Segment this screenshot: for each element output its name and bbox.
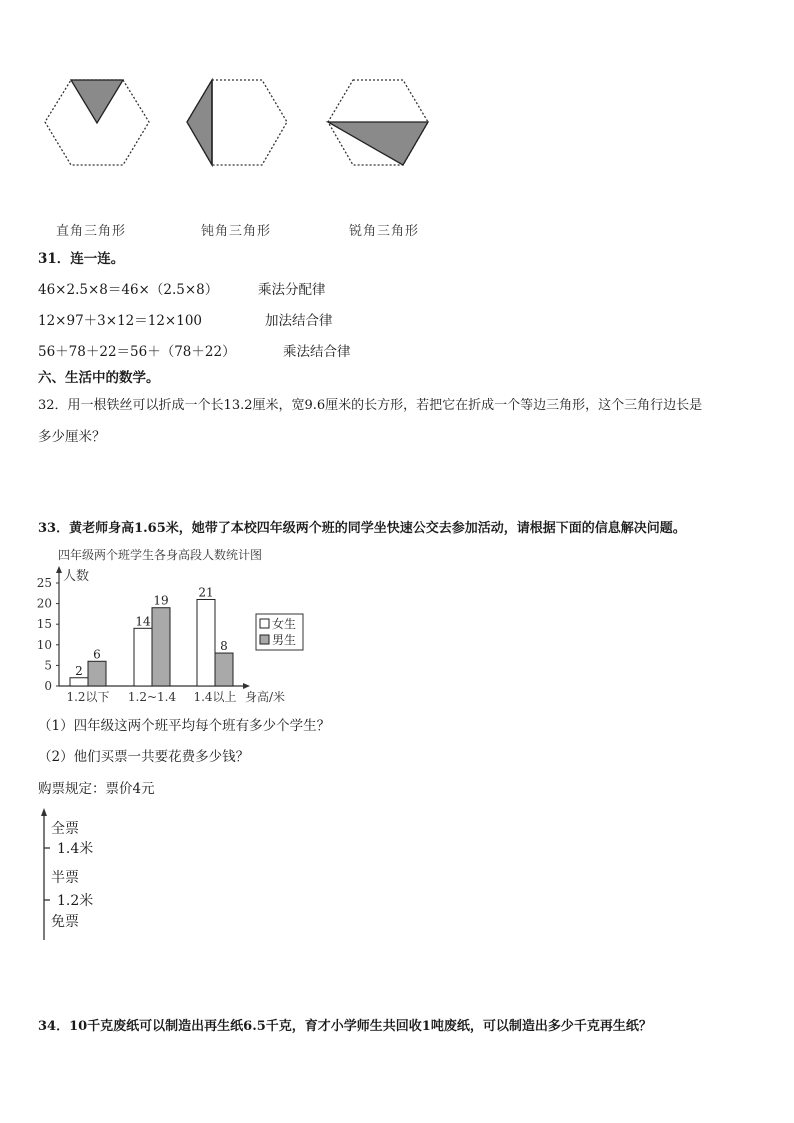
hexagon-obtuse-triangle	[187, 80, 287, 165]
scale-mark-1-2: 1.2米	[57, 893, 94, 909]
bar	[70, 678, 88, 686]
bar	[88, 661, 106, 686]
hexagon-right-triangle	[45, 80, 149, 165]
y-tick-label: 25	[36, 576, 52, 590]
x-category-label: 1.2~1.4	[127, 690, 177, 704]
bar	[197, 599, 215, 686]
x-axis-arrow	[243, 683, 250, 689]
ticket-scale-axis	[38, 808, 50, 944]
label-acute-triangle: 锐角三角形	[349, 224, 420, 239]
q31-expr-2: 12×97＋3×12＝12×100	[38, 313, 203, 329]
y-tick-label: 0	[44, 679, 52, 693]
height-bar-chart	[30, 562, 330, 710]
q31-expr-1: 46×2.5×8＝46×（2.5×8）	[38, 282, 219, 298]
q31-expr-3: 56＋78＋22＝56＋（78＋22）	[38, 344, 236, 360]
section-6-title: 六、生活中的数学。	[38, 370, 160, 386]
y-tick-label: 20	[36, 596, 52, 611]
q31-title: 31．连一连。	[38, 251, 125, 267]
y-tick-label: 5	[44, 658, 52, 673]
q34-text: 34．10千克废纸可以制造出再生纸6.5千克，育才小学师生共回收1吨废纸，可以制造出多少千克再生纸？	[38, 1019, 652, 1034]
q32-line2: 多少厘米？	[38, 429, 106, 445]
scale-half-ticket: 半票	[51, 870, 79, 886]
x-category-label: 1.4以上	[193, 690, 237, 704]
scale-mark-1-4: 1.4米	[57, 841, 94, 857]
q31-law-3: 乘法结合律	[283, 344, 351, 360]
hexagon-acute-triangle	[328, 80, 428, 165]
scale-full-ticket: 全票	[51, 821, 79, 837]
legend-swatch	[260, 635, 269, 644]
q32-line1: 32．用一根铁丝可以折成一个长13.2厘米，宽9.6厘米的长方形，若把它在折成一个等边三角形，这个三角行边长是	[38, 398, 703, 413]
q33-sub2: （2）他们买票一共要花费多少钱？	[38, 749, 250, 765]
bar-value-label: 19	[153, 593, 169, 608]
bar-value-label: 8	[220, 639, 228, 654]
bar	[152, 608, 170, 686]
legend-swatch	[260, 619, 269, 628]
y-tick-label: 10	[36, 637, 52, 652]
hexagon-figures	[0, 0, 794, 210]
bar	[134, 628, 152, 686]
q31-law-2: 加法结合律	[265, 313, 333, 329]
y-axis-arrow	[56, 566, 62, 573]
ticket-rule: 购票规定：票价4元	[38, 781, 155, 797]
y-tick-label: 15	[36, 617, 52, 632]
bar-value-label: 6	[93, 647, 101, 662]
legend-label: 女生	[272, 617, 297, 631]
x-axis-label: 身高/米	[245, 690, 286, 704]
bar-value-label: 14	[135, 614, 151, 629]
bar-value-label: 2	[75, 663, 83, 678]
x-category-label: 1.2以下	[66, 690, 110, 704]
q33-title: 33．黄老师身高1.65米，她带了本校四年级两个班的同学坐快速公交去参加活动，请根据下面的信息解决问题。	[38, 521, 686, 536]
bar-value-label: 21	[198, 585, 214, 600]
bar	[215, 653, 233, 686]
q31-law-1: 乘法分配律	[258, 282, 326, 298]
y-axis-label: 人数	[63, 569, 90, 584]
label-obtuse-triangle: 钝角三角形	[201, 224, 272, 239]
label-right-triangle: 直角三角形	[56, 224, 127, 239]
q33-sub1: （1）四年级这两个班平均每个班有多少个学生？	[38, 718, 331, 734]
chart-title: 四年级两个班学生各身高段人数统计图	[58, 548, 263, 562]
legend-label: 男生	[272, 633, 297, 647]
scale-free-ticket: 免票	[51, 914, 79, 930]
